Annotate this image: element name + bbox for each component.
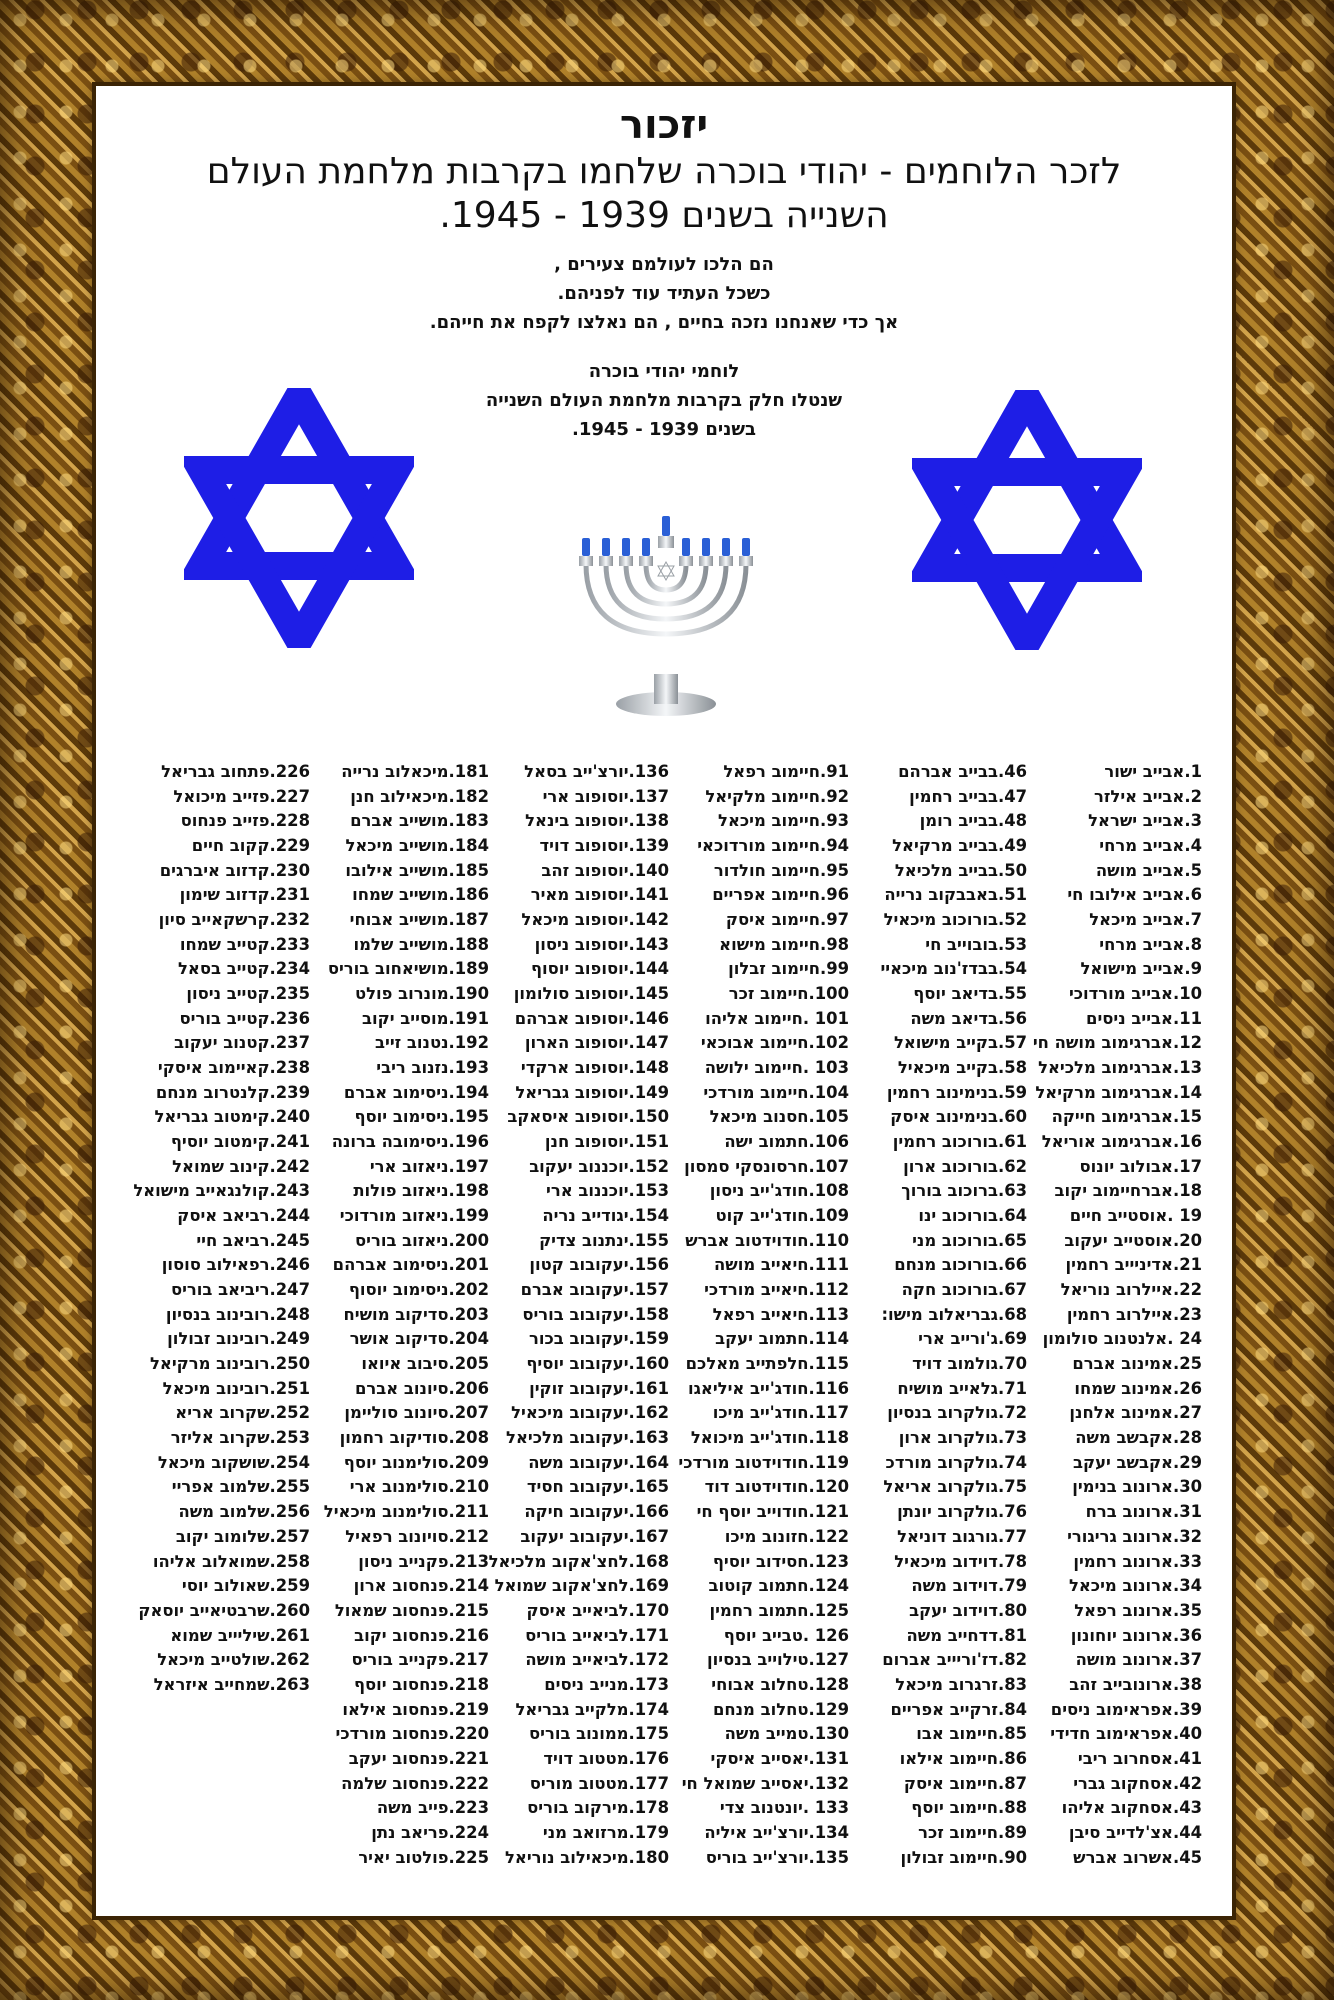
star-of-david-icon (184, 388, 414, 648)
name-entry: 239.קלנטרוב מנחם (155, 1082, 310, 1102)
names-column-5 (324, 760, 489, 1870)
name-entry: 128.טחלוב אבוחי (711, 1674, 849, 1694)
name-entry: 104.חיימוב מורדכי (703, 1082, 849, 1102)
name-entry: 219.פנחסוב אילאו (342, 1699, 489, 1719)
name-entry: 110.חודוידטוב אברש (685, 1230, 849, 1250)
name-entry: 130.טמייב משה (724, 1724, 849, 1744)
name-entry: 47.בבייב רחמין (909, 786, 1027, 806)
name-entry: 152.יוכננוב יעקוב (529, 1156, 669, 1176)
name-entry: 89.חיימוב זכר (918, 1822, 1027, 1842)
name-entry: 187.מושייב אבוחי (349, 910, 489, 930)
name-entry: 208.סודיקוב רחמון (339, 1428, 489, 1448)
name-entry: 212.סויונוב רפאיל (345, 1526, 489, 1546)
name-entry: 207.סיונוב סוליימן (344, 1403, 489, 1423)
name-entry: 147.יוסופוב הארון (524, 1033, 669, 1053)
name-entry: 139.יוסופוב דויד (539, 836, 669, 856)
name-entry: 251.רובינוב מיכאל (162, 1378, 310, 1398)
name-entry: 88.חיימוב יוסף (911, 1798, 1027, 1818)
name-entry: 230.קדזוב איברגים (159, 860, 310, 880)
name-entry: 62.בורוכוב ארון (903, 1156, 1027, 1176)
name-entry: 25.אמינוב אברם (1072, 1354, 1202, 1374)
name-entry: 82.דז'וריייב אברום (882, 1650, 1027, 1670)
name-entry: 185.מושייב אילובו (345, 860, 489, 880)
name-entry: 84.זרקייב אפריים (890, 1699, 1027, 1719)
name-entry: 1.אבייב ישור (1104, 762, 1202, 781)
name-entry: 167.יעקובוב יעקוב (520, 1526, 669, 1546)
name-entry: 224.פריאב נתן (371, 1822, 489, 1842)
name-entry: 245.רביאב חיי (196, 1230, 310, 1250)
name-entry: 168.לחצ'אקוב מלכיאל (488, 1551, 669, 1571)
name-entry: 165.יעקובוב חסיד (526, 1477, 669, 1497)
name-entry: 244.רביאב איסק (177, 1206, 310, 1226)
name-entry: 153.יוכננוב ארי (546, 1181, 669, 1201)
name-entry: 143.יוסופוב ניסון (534, 934, 669, 954)
name-entry: 247.ריביאב בוריס (170, 1280, 310, 1300)
name-entry: 126 .טבייב יוסף (723, 1625, 849, 1645)
name-entry: 19 .אוסטייב חיים (1069, 1206, 1202, 1226)
name-entry: 198.ניאזוב פולות (353, 1181, 489, 1201)
name-entry: 119.חודוידטוב מורדכי (678, 1452, 849, 1472)
name-entry: 235.קטייב ניסון (186, 984, 310, 1004)
name-entry: 150.יוסופוב איסאקב (507, 1107, 669, 1127)
name-entry: 186.מושייב שמחו (352, 885, 489, 905)
name-entry: 191.מוסייב יקוב (362, 1008, 489, 1028)
name-entry: 38.ארונובייב זהב (1069, 1674, 1202, 1694)
name-entry: 10.אבייב מורדוכי (1068, 984, 1202, 1004)
name-entry: 16.אברגימוב אוריאל (1041, 1132, 1202, 1152)
name-entry: 13.אברגימוב מלכיאל (1038, 1058, 1202, 1078)
name-entry: 41.אסחרוב ריבי (1077, 1748, 1202, 1768)
name-entry: 15.אברגימוב חייקה (1051, 1107, 1202, 1127)
name-entry: 43.אסחקוב אליהו (1061, 1798, 1202, 1818)
name-entry: 213.פקנייב ניסון (358, 1551, 489, 1571)
name-entry: 157.יעקובוב אברם (520, 1280, 669, 1300)
name-entry: 149.יוסופוב גבריאל (515, 1082, 669, 1102)
name-entry: 21.אדיניייב רחמין (1065, 1255, 1202, 1275)
name-entry: 118.חודג'ייב מיכואל (690, 1428, 849, 1448)
name-entry: 238.קאיימוב איסקי (157, 1058, 310, 1078)
name-entry: 39.אפראימוב ניסים (1050, 1699, 1202, 1719)
name-entry: 144.יוסופוב יוסוף (530, 959, 669, 979)
name-entry: 246.רפאילוב סוסון (161, 1255, 310, 1275)
name-entry: 236.קטייב בוריס (179, 1008, 310, 1028)
name-entry: 81.דדחייב משה (906, 1625, 1027, 1645)
name-entry: 233.קטייב שמחו (179, 934, 310, 954)
name-entry: 215.פנחסוב שמאול (334, 1600, 489, 1620)
name-entry: 79.דוידוב משה (911, 1576, 1027, 1596)
name-entry: 146.יוסופוב אברהם (514, 1008, 669, 1028)
name-entry: 76.גולקרוב יונתן (897, 1502, 1027, 1522)
name-entry: 52.בורוכוב מיכאיל (883, 910, 1027, 930)
name-entry: 158.יעקובוב בוריס (522, 1304, 669, 1324)
name-entry: 175.ממונוב בוריס (528, 1724, 669, 1744)
name-entry: 237.קטנוב יעקוב (174, 1033, 310, 1053)
name-entry: 30.ארונוב בנימין (1072, 1477, 1202, 1497)
name-entry: 33.ארונוב רחמין (1073, 1551, 1202, 1571)
name-entry: 210.סולימנוב ארי (349, 1477, 489, 1497)
name-entry: 64.בורוכוב ינו (918, 1206, 1027, 1226)
name-entry: 196.ניסימובה ברונה (331, 1132, 489, 1152)
name-entry: 4.אבייב מרחי (1099, 836, 1202, 856)
name-entry: 59.בנימינוב רחמין (886, 1082, 1027, 1102)
name-entry: 170.לביאייב איסק (526, 1600, 669, 1620)
name-entry: 200.ניאזוב בוריס (355, 1230, 489, 1250)
name-entry: 133 .יונטנוב צדי (719, 1798, 849, 1818)
name-entry: 55.בדיאב יוסף (913, 984, 1027, 1004)
name-entry: 192.נטנוב זייב (375, 1033, 489, 1053)
name-entry: 193.נזנוב ריבי (376, 1058, 489, 1078)
name-entry: 94.חיימוב מורדוכאי (697, 836, 849, 856)
name-entry: 252.שקרוב אריא (175, 1403, 310, 1423)
name-entry: 183.מושייב אברם (350, 811, 489, 831)
name-entry: 129.טחלוב מנחם (712, 1699, 849, 1719)
name-entry: 227.פזייב מיכואל (173, 786, 310, 806)
name-entry: 51.באבבקוב נרייה (884, 885, 1027, 905)
name-entry: 68.גבריאלוב מישו: (881, 1304, 1027, 1324)
name-entry: 134.יורצ'ייב איליה (704, 1822, 849, 1842)
name-entry: 217.פקנייב בוריס (351, 1650, 489, 1670)
name-entry: 3.אבייב ישראל (1088, 811, 1202, 831)
name-entry: 26.אמינוב שמחו (1074, 1378, 1202, 1398)
name-entry: 95.חיימוב חולדור (713, 860, 849, 880)
name-entry: 145.יוסופוב סולומון (513, 984, 669, 1004)
name-entry: 66.בורוכוב מנחם (894, 1255, 1027, 1275)
name-entry: 182.מיכאילוב חנן (350, 786, 489, 806)
name-entry: 225.פולטוב יאיר (358, 1847, 489, 1867)
name-entry: 220.פנחסוב מורדכי (335, 1724, 489, 1744)
names-column-4 (489, 760, 669, 1870)
name-entry: 156.יעקובוב קטון (529, 1255, 669, 1275)
name-entry: 141.יוסופוב מאיר (530, 885, 669, 905)
name-entry: 56.בדיאב משה (910, 1008, 1027, 1028)
name-entry: 116.חודג'ייב איליאגו (687, 1378, 849, 1398)
name-entry: 197.ניאזוב ארי (369, 1156, 489, 1176)
name-entry: 256.שלמוב משה (178, 1502, 310, 1522)
name-entry: 92.חיימוב מלקיאל (705, 786, 849, 806)
name-entry: 108.חודג'ייב ניסון (709, 1181, 849, 1201)
name-entry: 40.אפראימוב חדידי (1050, 1724, 1202, 1744)
name-entry: 106.חתמוב ישה (724, 1132, 849, 1152)
name-entry: 60.בנימינוב איסק (890, 1107, 1027, 1127)
name-entry: 261.שיליייב שמוא (170, 1625, 310, 1645)
name-entry: 86.חיימוב אילאו (899, 1748, 1027, 1768)
name-entry: 124.חתמוב קוטוב (708, 1576, 849, 1596)
name-entry: 122.חזונוב מיכו (724, 1526, 849, 1546)
name-entry: 249.רובינוב זבולון (167, 1329, 310, 1349)
name-entry: 159.יעקובוב בכור (529, 1329, 669, 1349)
fighters-line: בשנים 1939 - 1945. (572, 419, 756, 440)
name-entry: 259.שאולוב יוסי (181, 1576, 310, 1596)
name-entry: 107.חרסונסקי סמסון (684, 1156, 849, 1176)
name-entry: 24 .אלנטנוב סולומון (1042, 1329, 1202, 1349)
star-of-david-icon (912, 390, 1142, 650)
name-entry: 161.יעקובוב זוקין (529, 1378, 669, 1398)
name-entry: 63.ברוכוב בורוך (901, 1181, 1027, 1201)
name-entry: 5.אבייב מושה (1095, 860, 1202, 880)
name-entry: 8.אבייב מרחי (1099, 934, 1202, 954)
name-entry: 22.איילרוב נוריאל (1060, 1280, 1202, 1300)
name-entry: 58.בקייב מיכאיל (897, 1058, 1027, 1078)
name-entry: 101 .חיימוב אליהו (705, 1008, 849, 1028)
name-entry: 102.חיימוב אבוכאי (700, 1033, 849, 1053)
poem-line: הם הלכו לעולמם צעירים , (554, 254, 774, 275)
name-entry: 202.ניסימוב יוסוף (348, 1280, 489, 1300)
name-entry: 260.שרבטיאייב יוסאק (138, 1600, 310, 1620)
name-entry: 45.אשרוב אברש (1073, 1847, 1202, 1867)
name-entry: 154.יגודייב נריה (542, 1206, 669, 1226)
name-entry: 121.חודוייב יוסף חי (696, 1502, 849, 1522)
name-entry: 97.חיימוב איסק (725, 910, 849, 930)
name-entry: 2.אבייב אילזר (1093, 786, 1202, 806)
page-subtitle: לזכר הלוחמים - יהודי בוכרה שלחמו בקרבות מלחמת העולם השנייה בשנים 1939 - 1945. (206, 151, 1122, 236)
name-entry: 241.קימטוב יוסיף (170, 1132, 310, 1152)
memorial-page (96, 86, 1232, 1916)
name-entry: 226.פתחוב גבריאל (161, 762, 310, 781)
name-entry: 221.פנחסוב יעקב (348, 1748, 489, 1768)
name-entry: 99.חיימוב זבלון (728, 959, 849, 979)
name-entry: 223.פייב משה (376, 1798, 489, 1818)
poem-line: כשכל העתיד עוד לפניהם. (557, 283, 771, 304)
name-entry: 91.חיימוב רפאל (723, 762, 849, 781)
name-entry: 214.פנחסוב ארון (353, 1576, 489, 1596)
name-entry: 140.יוסופוב זהב (541, 860, 669, 880)
name-entry: 34.ארונוב מיכאל (1068, 1576, 1202, 1596)
name-entry: 201.ניסימוב אברהם (332, 1255, 489, 1275)
name-entry: 135.יורצ'ייב בוריס (705, 1847, 849, 1867)
names-column-3 (678, 760, 849, 1870)
name-entry: 72.גולקרוב בנסיון (887, 1403, 1027, 1423)
name-entry: 177.מטטוב מוריס (529, 1773, 669, 1793)
name-entry: 77.גורגוב דוניאל (897, 1526, 1027, 1546)
name-entry: 17.אבולוב יונוס (1079, 1156, 1202, 1176)
name-entry: 75.גולקרוב אריאל (883, 1477, 1027, 1497)
name-entry: 28.אקבשב משה (1075, 1428, 1202, 1448)
name-entry: 253.שקרוב אליזר (170, 1428, 310, 1448)
name-entry: 37.ארונוב מושה (1075, 1650, 1202, 1670)
name-entry: 123.חסידוב יוסיף (712, 1551, 849, 1571)
name-entry: 137.יוסופוב ארי (542, 786, 669, 806)
name-entry: 174.מלקייב גבריאל (515, 1699, 669, 1719)
name-entry: 69.ג'ורייב ארי (918, 1329, 1027, 1349)
name-entry: 49.בבייב מרקיאל (892, 836, 1027, 856)
name-entry: 29.אקבשב יעקב (1073, 1452, 1202, 1472)
name-entry: 127.טילוייב בנסיון (707, 1650, 849, 1670)
name-entry: 250.רובינוב מרקיאל (150, 1354, 310, 1374)
name-entry: 179.מרזואב מני (542, 1822, 669, 1842)
name-entry: 195.ניסימוב יוסף (354, 1107, 489, 1127)
name-entry: 83.זרגרוב מיכאל (895, 1674, 1027, 1694)
name-entry: 136.יורצ'ייב בסאל (524, 762, 669, 781)
name-entry: 148.יוסופוב ארקדי (520, 1058, 669, 1078)
name-entry: 90.חיימוב זבולון (900, 1847, 1027, 1867)
name-entry: 74.גולקרוב מורדכ (885, 1452, 1027, 1472)
name-entry: 73.גולקרוב ארון (898, 1428, 1027, 1448)
name-entry: 228.פזייב פנחוס (180, 811, 310, 831)
name-entry: 46.בבייב אברהם (898, 762, 1027, 781)
name-entry: 12.אברגימוב מושה חי (1032, 1033, 1202, 1053)
name-entry: 117.חודג'ייב מיכו (712, 1403, 849, 1423)
names-column-2 (880, 760, 1027, 1870)
name-entry: 209.סולימנוב יוסף (343, 1452, 489, 1472)
name-entry: 181.מיכאלוב נרייה (341, 762, 489, 781)
name-entry: 211.סולימנוב מיכאיל (323, 1502, 489, 1522)
name-entry: 70.גולמוב דויד (912, 1354, 1027, 1374)
name-entry: 166.יעקובוב חיקה (524, 1502, 669, 1522)
name-entry: 194.ניסימוב אברם (343, 1082, 489, 1102)
name-entry: 54.בבדז'נוב מיכאיי (880, 959, 1027, 979)
name-entry: 115.חלפתייב מאלכם (685, 1354, 849, 1374)
poem (96, 250, 1232, 337)
name-entry: 32.ארונוב גריגורי (1067, 1526, 1202, 1546)
name-entry: 160.יעקובוב יוסיף (526, 1354, 669, 1374)
fighters-line: לוחמי יהודי בוכרה (588, 361, 740, 382)
name-entry: 65.בורוכוב מני (912, 1230, 1027, 1250)
name-entry: 254.שושקוב מיכאל (157, 1452, 310, 1472)
name-entry: 178.מירקוב בוריס (527, 1798, 669, 1818)
name-entry: 50.בבייב מלכיאל (894, 860, 1027, 880)
name-entry: 184.מושייב מיכאל (345, 836, 489, 856)
name-entry: 164.יעקובוב משה (528, 1452, 669, 1472)
menorah-icon (566, 504, 766, 724)
name-entry: 18.אברחיימוב יקוב (1054, 1181, 1202, 1201)
name-entry: 189.מושיאחוב בוריס (327, 959, 489, 979)
name-entry: 205.סיבוב איואו (361, 1354, 489, 1374)
name-entry: 96.חיימוב אפריים (712, 885, 849, 905)
name-entry: 243.קולנגאייב מישואל (133, 1181, 310, 1201)
name-entry: 105.חסנוב מיכאל (709, 1107, 849, 1127)
name-entry: 242.קינוב שמואל (172, 1156, 310, 1176)
name-entry: 44.אצ'לדייב סיבן (1068, 1822, 1202, 1842)
name-entry: 163.יעקובוב מלכיאל (506, 1428, 669, 1448)
name-entry: 85.חיימוב אבו (916, 1724, 1027, 1744)
name-entry: 190.מונרוב פולט (354, 984, 489, 1004)
name-entry: 151.יוסופוב חנן (544, 1132, 669, 1152)
name-entry: 78.דוידוב מיכאיל (894, 1551, 1027, 1571)
name-entry: 48.בבייב רומן (919, 811, 1027, 831)
name-entry: 206.סיונוב אברם (354, 1378, 489, 1398)
name-entry: 169.לחצ'אקוב שמואל (494, 1576, 669, 1596)
name-entry: 222.פנחסוב שלמה (341, 1773, 489, 1793)
name-entry: 100.חיימוב זכר (728, 984, 849, 1004)
name-entry: 173.מנייב ניסים (544, 1674, 669, 1694)
name-entry: 218.פנחסוב יוסף (353, 1674, 489, 1694)
name-entry: 53.בובוייב חי (925, 934, 1027, 954)
name-entry: 172.לביאייב מושה (525, 1650, 669, 1670)
name-entry: 142.יוסופוב מיכאל (521, 910, 669, 930)
name-entry: 114.חתמוב יעקב (715, 1329, 849, 1349)
name-entry: 23.איילרוב רחמין (1066, 1304, 1202, 1324)
name-entry: 216.פנחסוב יקוב (354, 1625, 489, 1645)
name-entry: 120.חודוידטוב דוד (704, 1477, 849, 1497)
name-entry: 203.סדיקוב מושיח (343, 1304, 489, 1324)
name-entry: 80.דוידוב יעקב (909, 1600, 1027, 1620)
name-entry: 258.שמואלוב אליהו (152, 1551, 310, 1571)
name-entry: 162.יעקובוב מיכאיל (511, 1403, 669, 1423)
name-entry: 61.בורוכוב רחמין (892, 1132, 1027, 1152)
name-entry: 35.ארונוב רפאל (1074, 1600, 1202, 1620)
name-entry: 257.שלומוב יקוב (175, 1526, 310, 1546)
name-entry: 42.אסחקוב גברי (1073, 1773, 1202, 1793)
name-entry: 67.בורוכוב חקה (901, 1280, 1027, 1300)
name-entry: 232.קרשקאייב סיון (158, 910, 310, 930)
name-entry: 132.יאסייב שמואל חי (681, 1773, 849, 1793)
name-entry: 93.חיימוב מיכאל (718, 811, 849, 831)
names-column-6 (133, 760, 310, 1698)
name-entry: 14.אברגימוב מרקיאל (1035, 1082, 1202, 1102)
name-entry: 7.אבייב מיכאל (1089, 910, 1202, 930)
names-column-1 (1033, 760, 1202, 1870)
name-entry: 188.מושייב שלמו (353, 934, 489, 954)
name-entry: 87.חיימוב איסק (903, 1773, 1027, 1793)
name-entry: 36.ארונוב יוחונון (1070, 1625, 1202, 1645)
name-entry: 199.ניאזוב מורדוכי (339, 1206, 489, 1226)
name-entry: 131.יאסייב איסקי (710, 1748, 849, 1768)
name-entry: 180.מיכאילוב נוריאל (504, 1847, 669, 1867)
name-entry: 204.סדיקוב אושר (349, 1329, 489, 1349)
name-entry: 231.קדזוב שימון (179, 885, 310, 905)
name-entry: 125.חתמוב רחמין (709, 1600, 849, 1620)
name-entry: 234.קטייב בסאל (178, 959, 310, 979)
name-entry: 171.לביאייב בוריס (525, 1625, 669, 1645)
name-entry: 57.בקייב מישואל (893, 1033, 1027, 1053)
name-entry: 11.אבייב ניסים (1086, 1008, 1202, 1028)
name-entry: 255.שלמוב אפריי (171, 1477, 310, 1497)
name-entry: 248.רובינוב בנסיון (165, 1304, 310, 1324)
name-entry: 113.חיאייב רפאל (712, 1304, 849, 1324)
name-entry: 20.אוסטייב יעקוב (1064, 1230, 1202, 1250)
name-entry: 111.חיאייב מושה (714, 1255, 849, 1275)
name-entry: 6.אבייב אילובו חי (1067, 885, 1202, 905)
name-entry: 240.קימטוב גבריאל (154, 1107, 310, 1127)
name-entry: 31.ארונוב ברח (1085, 1502, 1202, 1522)
page-title: יזכור (619, 102, 709, 148)
poem-line: אך כדי שאנחנו נזכה בחיים , הם נאלצו לקפח את חייהם. (429, 312, 899, 333)
name-entry: 262.שולטייב מיכאל (157, 1650, 310, 1670)
name-entry: 229.קקוב חיים (191, 836, 310, 856)
name-entry: 103 .חיימוב ילושה (704, 1058, 849, 1078)
name-entry: 112.חיאייב מורדכי (704, 1280, 849, 1300)
name-entry: 9.אבייב מישואל (1080, 959, 1202, 979)
name-entry: 155.ינתנוב צדיק (539, 1230, 669, 1250)
fighters-line: שנטלו חלק בקרבות מלחמת העולם השנייה (485, 390, 843, 411)
name-entry: 109.חודג'ייב קוט (715, 1206, 849, 1226)
name-entry: 263.שמחייב איזראל (153, 1674, 310, 1694)
name-entry: 27.אמינוב אלחנן (1069, 1403, 1202, 1423)
name-entry: 138.יוסופוב בינאל (525, 811, 669, 831)
name-entry: 98.חיימוב מישוא (719, 934, 849, 954)
name-entry: 71.גלאייב מושיח (897, 1378, 1027, 1398)
name-entry: 176.מטטוב דויד (543, 1748, 669, 1768)
